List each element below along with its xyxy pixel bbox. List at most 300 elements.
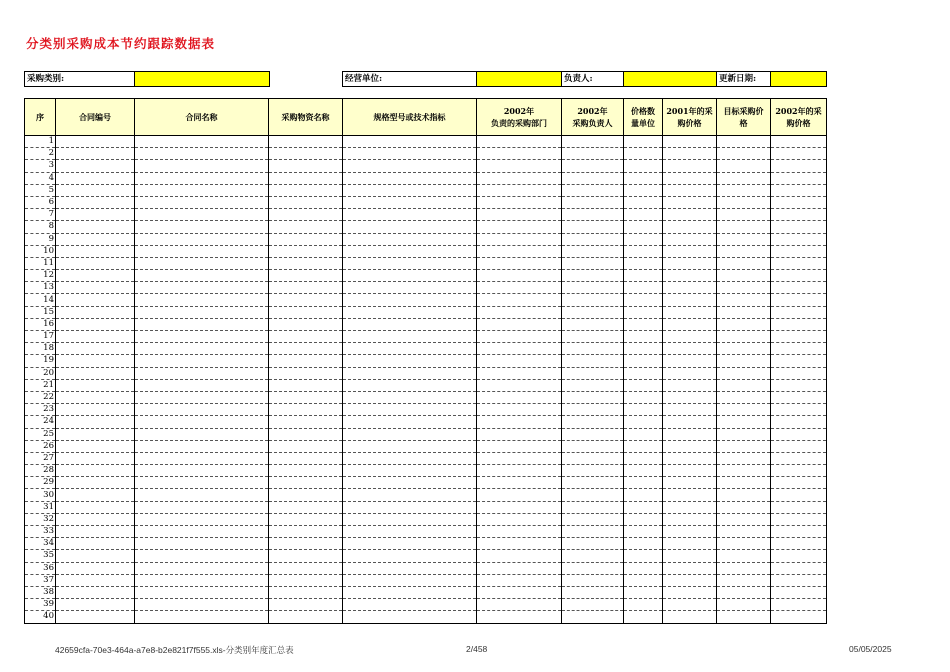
table-cell[interactable] bbox=[56, 331, 135, 343]
table-cell[interactable] bbox=[771, 501, 827, 513]
table-cell[interactable] bbox=[269, 391, 343, 403]
table-cell[interactable] bbox=[343, 465, 477, 477]
table-cell[interactable] bbox=[343, 355, 477, 367]
table-cell[interactable] bbox=[717, 391, 771, 403]
table-cell[interactable] bbox=[562, 428, 624, 440]
table-cell[interactable] bbox=[562, 526, 624, 538]
table-cell[interactable] bbox=[663, 282, 717, 294]
table-cell[interactable] bbox=[477, 562, 562, 574]
table-cell[interactable] bbox=[717, 136, 771, 148]
table-cell[interactable] bbox=[56, 599, 135, 611]
table-cell[interactable] bbox=[663, 574, 717, 586]
table-cell[interactable] bbox=[343, 391, 477, 403]
table-cell[interactable] bbox=[717, 306, 771, 318]
table-cell[interactable] bbox=[663, 160, 717, 172]
table-cell[interactable] bbox=[562, 501, 624, 513]
table-cell[interactable] bbox=[343, 257, 477, 269]
table-cell[interactable] bbox=[717, 513, 771, 525]
table-cell[interactable] bbox=[771, 209, 827, 221]
table-cell[interactable] bbox=[56, 416, 135, 428]
table-cell[interactable] bbox=[135, 306, 269, 318]
table-cell[interactable] bbox=[771, 318, 827, 330]
table-cell[interactable] bbox=[717, 538, 771, 550]
table-cell[interactable] bbox=[717, 416, 771, 428]
table-cell[interactable] bbox=[477, 209, 562, 221]
category-field[interactable] bbox=[134, 71, 270, 87]
table-cell[interactable] bbox=[269, 416, 343, 428]
table-cell[interactable] bbox=[624, 550, 663, 562]
table-cell[interactable] bbox=[135, 196, 269, 208]
table-cell[interactable] bbox=[771, 416, 827, 428]
table-cell[interactable] bbox=[624, 416, 663, 428]
table-cell[interactable] bbox=[56, 318, 135, 330]
table-cell[interactable] bbox=[562, 465, 624, 477]
table-cell[interactable] bbox=[717, 586, 771, 598]
table-cell[interactable] bbox=[771, 367, 827, 379]
table-cell[interactable] bbox=[624, 306, 663, 318]
table-cell[interactable] bbox=[343, 172, 477, 184]
table-cell[interactable] bbox=[477, 233, 562, 245]
table-cell[interactable] bbox=[562, 379, 624, 391]
table-cell[interactable] bbox=[663, 526, 717, 538]
table-cell[interactable] bbox=[771, 196, 827, 208]
table-cell[interactable] bbox=[56, 574, 135, 586]
table-cell[interactable] bbox=[562, 196, 624, 208]
table-cell[interactable] bbox=[771, 611, 827, 623]
table-cell[interactable] bbox=[717, 367, 771, 379]
table-cell[interactable] bbox=[477, 440, 562, 452]
table-cell[interactable] bbox=[717, 574, 771, 586]
table-cell[interactable] bbox=[135, 440, 269, 452]
table-cell[interactable] bbox=[562, 318, 624, 330]
table-cell[interactable] bbox=[562, 355, 624, 367]
table-cell[interactable] bbox=[477, 136, 562, 148]
table-cell[interactable] bbox=[663, 318, 717, 330]
table-cell[interactable] bbox=[663, 440, 717, 452]
table-cell[interactable] bbox=[771, 136, 827, 148]
table-cell[interactable] bbox=[343, 611, 477, 623]
table-cell[interactable] bbox=[477, 538, 562, 550]
table-cell[interactable] bbox=[343, 318, 477, 330]
table-cell[interactable] bbox=[343, 306, 477, 318]
table-cell[interactable] bbox=[663, 270, 717, 282]
table-cell[interactable] bbox=[624, 574, 663, 586]
table-cell[interactable] bbox=[717, 440, 771, 452]
table-cell[interactable] bbox=[624, 184, 663, 196]
table-cell[interactable] bbox=[269, 465, 343, 477]
table-cell[interactable] bbox=[56, 465, 135, 477]
table-cell[interactable] bbox=[135, 136, 269, 148]
table-cell[interactable] bbox=[663, 391, 717, 403]
table-cell[interactable] bbox=[269, 562, 343, 574]
table-cell[interactable] bbox=[562, 586, 624, 598]
table-cell[interactable] bbox=[562, 257, 624, 269]
table-cell[interactable] bbox=[624, 136, 663, 148]
table-cell[interactable] bbox=[624, 331, 663, 343]
table-cell[interactable] bbox=[477, 452, 562, 464]
table-cell[interactable] bbox=[771, 526, 827, 538]
table-cell[interactable] bbox=[663, 184, 717, 196]
table-cell[interactable] bbox=[663, 379, 717, 391]
table-cell[interactable] bbox=[343, 440, 477, 452]
table-cell[interactable] bbox=[663, 294, 717, 306]
table-cell[interactable] bbox=[477, 184, 562, 196]
table-cell[interactable] bbox=[56, 379, 135, 391]
table-cell[interactable] bbox=[771, 562, 827, 574]
table-cell[interactable] bbox=[771, 586, 827, 598]
table-cell[interactable] bbox=[269, 221, 343, 233]
table-cell[interactable] bbox=[771, 599, 827, 611]
table-cell[interactable] bbox=[135, 148, 269, 160]
table-cell[interactable] bbox=[771, 221, 827, 233]
date-field[interactable] bbox=[770, 71, 827, 87]
table-cell[interactable] bbox=[624, 452, 663, 464]
table-cell[interactable] bbox=[717, 343, 771, 355]
table-cell[interactable] bbox=[663, 172, 717, 184]
table-cell[interactable] bbox=[663, 477, 717, 489]
table-cell[interactable] bbox=[343, 416, 477, 428]
table-cell[interactable] bbox=[562, 440, 624, 452]
table-cell[interactable] bbox=[269, 452, 343, 464]
table-cell[interactable] bbox=[269, 526, 343, 538]
unit-field[interactable] bbox=[476, 71, 562, 87]
table-cell[interactable] bbox=[269, 257, 343, 269]
table-cell[interactable] bbox=[269, 160, 343, 172]
table-cell[interactable] bbox=[771, 355, 827, 367]
table-cell[interactable] bbox=[343, 489, 477, 501]
table-cell[interactable] bbox=[56, 355, 135, 367]
table-cell[interactable] bbox=[771, 513, 827, 525]
table-cell[interactable] bbox=[56, 172, 135, 184]
table-cell[interactable] bbox=[269, 331, 343, 343]
table-cell[interactable] bbox=[56, 404, 135, 416]
table-cell[interactable] bbox=[477, 550, 562, 562]
table-cell[interactable] bbox=[771, 477, 827, 489]
table-cell[interactable] bbox=[663, 489, 717, 501]
table-cell[interactable] bbox=[269, 611, 343, 623]
table-cell[interactable] bbox=[269, 599, 343, 611]
table-cell[interactable] bbox=[135, 331, 269, 343]
table-cell[interactable] bbox=[717, 428, 771, 440]
table-cell[interactable] bbox=[477, 404, 562, 416]
table-cell[interactable] bbox=[56, 452, 135, 464]
table-cell[interactable] bbox=[717, 599, 771, 611]
table-cell[interactable] bbox=[562, 404, 624, 416]
table-cell[interactable] bbox=[343, 184, 477, 196]
table-cell[interactable] bbox=[269, 379, 343, 391]
table-cell[interactable] bbox=[269, 550, 343, 562]
table-cell[interactable] bbox=[717, 172, 771, 184]
table-cell[interactable] bbox=[477, 477, 562, 489]
table-cell[interactable] bbox=[771, 489, 827, 501]
table-cell[interactable] bbox=[56, 233, 135, 245]
table-cell[interactable] bbox=[663, 221, 717, 233]
table-cell[interactable] bbox=[624, 318, 663, 330]
table-cell[interactable] bbox=[717, 148, 771, 160]
table-cell[interactable] bbox=[477, 257, 562, 269]
table-cell[interactable] bbox=[562, 477, 624, 489]
table-cell[interactable] bbox=[343, 233, 477, 245]
table-cell[interactable] bbox=[663, 148, 717, 160]
table-cell[interactable] bbox=[343, 343, 477, 355]
table-cell[interactable] bbox=[562, 513, 624, 525]
table-cell[interactable] bbox=[717, 221, 771, 233]
table-cell[interactable] bbox=[477, 160, 562, 172]
table-cell[interactable] bbox=[269, 440, 343, 452]
table-cell[interactable] bbox=[477, 586, 562, 598]
table-cell[interactable] bbox=[56, 586, 135, 598]
table-cell[interactable] bbox=[663, 233, 717, 245]
table-cell[interactable] bbox=[135, 611, 269, 623]
table-cell[interactable] bbox=[135, 294, 269, 306]
table-cell[interactable] bbox=[269, 343, 343, 355]
table-cell[interactable] bbox=[771, 440, 827, 452]
table-cell[interactable] bbox=[343, 550, 477, 562]
table-cell[interactable] bbox=[717, 526, 771, 538]
table-cell[interactable] bbox=[562, 282, 624, 294]
table-cell[interactable] bbox=[343, 562, 477, 574]
table-cell[interactable] bbox=[56, 306, 135, 318]
table-cell[interactable] bbox=[477, 611, 562, 623]
table-cell[interactable] bbox=[477, 294, 562, 306]
table-cell[interactable] bbox=[663, 550, 717, 562]
table-cell[interactable] bbox=[562, 562, 624, 574]
table-cell[interactable] bbox=[56, 367, 135, 379]
table-cell[interactable] bbox=[477, 221, 562, 233]
table-cell[interactable] bbox=[663, 538, 717, 550]
table-cell[interactable] bbox=[135, 574, 269, 586]
table-cell[interactable] bbox=[562, 611, 624, 623]
table-cell[interactable] bbox=[269, 294, 343, 306]
table-cell[interactable] bbox=[562, 294, 624, 306]
table-cell[interactable] bbox=[477, 343, 562, 355]
table-cell[interactable] bbox=[562, 452, 624, 464]
table-cell[interactable] bbox=[717, 379, 771, 391]
table-cell[interactable] bbox=[562, 343, 624, 355]
table-cell[interactable] bbox=[269, 513, 343, 525]
table-cell[interactable] bbox=[624, 257, 663, 269]
table-cell[interactable] bbox=[56, 501, 135, 513]
table-cell[interactable] bbox=[717, 404, 771, 416]
table-cell[interactable] bbox=[562, 184, 624, 196]
table-cell[interactable] bbox=[343, 513, 477, 525]
table-cell[interactable] bbox=[717, 562, 771, 574]
table-cell[interactable] bbox=[624, 440, 663, 452]
table-cell[interactable] bbox=[56, 294, 135, 306]
table-cell[interactable] bbox=[56, 270, 135, 282]
table-cell[interactable] bbox=[135, 270, 269, 282]
table-cell[interactable] bbox=[135, 501, 269, 513]
table-cell[interactable] bbox=[624, 233, 663, 245]
table-cell[interactable] bbox=[343, 428, 477, 440]
table-cell[interactable] bbox=[56, 489, 135, 501]
table-cell[interactable] bbox=[663, 136, 717, 148]
table-cell[interactable] bbox=[269, 148, 343, 160]
table-cell[interactable] bbox=[771, 294, 827, 306]
table-cell[interactable] bbox=[717, 233, 771, 245]
table-cell[interactable] bbox=[135, 160, 269, 172]
table-cell[interactable] bbox=[663, 562, 717, 574]
table-cell[interactable] bbox=[269, 306, 343, 318]
table-cell[interactable] bbox=[135, 172, 269, 184]
table-cell[interactable] bbox=[663, 331, 717, 343]
table-cell[interactable] bbox=[477, 391, 562, 403]
table-cell[interactable] bbox=[343, 477, 477, 489]
table-cell[interactable] bbox=[717, 257, 771, 269]
table-cell[interactable] bbox=[562, 550, 624, 562]
table-cell[interactable] bbox=[624, 355, 663, 367]
table-cell[interactable] bbox=[624, 501, 663, 513]
table-cell[interactable] bbox=[477, 282, 562, 294]
table-cell[interactable] bbox=[771, 257, 827, 269]
table-cell[interactable] bbox=[343, 245, 477, 257]
table-cell[interactable] bbox=[343, 270, 477, 282]
table-cell[interactable] bbox=[343, 379, 477, 391]
table-cell[interactable] bbox=[771, 428, 827, 440]
table-cell[interactable] bbox=[477, 331, 562, 343]
table-cell[interactable] bbox=[663, 355, 717, 367]
table-cell[interactable] bbox=[771, 270, 827, 282]
table-cell[interactable] bbox=[624, 404, 663, 416]
table-cell[interactable] bbox=[135, 184, 269, 196]
table-cell[interactable] bbox=[343, 599, 477, 611]
table-cell[interactable] bbox=[269, 233, 343, 245]
table-cell[interactable] bbox=[663, 416, 717, 428]
table-cell[interactable] bbox=[135, 404, 269, 416]
table-cell[interactable] bbox=[624, 160, 663, 172]
table-cell[interactable] bbox=[624, 538, 663, 550]
table-cell[interactable] bbox=[269, 574, 343, 586]
table-cell[interactable] bbox=[135, 477, 269, 489]
table-cell[interactable] bbox=[56, 160, 135, 172]
table-cell[interactable] bbox=[771, 245, 827, 257]
table-cell[interactable] bbox=[717, 294, 771, 306]
table-cell[interactable] bbox=[663, 599, 717, 611]
table-cell[interactable] bbox=[135, 221, 269, 233]
table-cell[interactable] bbox=[562, 172, 624, 184]
table-cell[interactable] bbox=[717, 550, 771, 562]
table-cell[interactable] bbox=[624, 526, 663, 538]
table-cell[interactable] bbox=[624, 428, 663, 440]
table-cell[interactable] bbox=[771, 172, 827, 184]
table-cell[interactable] bbox=[562, 160, 624, 172]
table-cell[interactable] bbox=[624, 391, 663, 403]
table-cell[interactable] bbox=[477, 599, 562, 611]
table-cell[interactable] bbox=[771, 148, 827, 160]
table-cell[interactable] bbox=[269, 136, 343, 148]
table-cell[interactable] bbox=[624, 489, 663, 501]
table-cell[interactable] bbox=[269, 209, 343, 221]
table-cell[interactable] bbox=[56, 562, 135, 574]
table-cell[interactable] bbox=[663, 343, 717, 355]
table-cell[interactable] bbox=[343, 209, 477, 221]
table-cell[interactable] bbox=[771, 465, 827, 477]
table-cell[interactable] bbox=[477, 416, 562, 428]
table-cell[interactable] bbox=[562, 489, 624, 501]
table-cell[interactable] bbox=[477, 355, 562, 367]
table-cell[interactable] bbox=[135, 379, 269, 391]
table-cell[interactable] bbox=[717, 331, 771, 343]
table-cell[interactable] bbox=[717, 477, 771, 489]
table-cell[interactable] bbox=[624, 513, 663, 525]
table-cell[interactable] bbox=[135, 391, 269, 403]
table-cell[interactable] bbox=[135, 452, 269, 464]
table-cell[interactable] bbox=[562, 209, 624, 221]
table-cell[interactable] bbox=[477, 428, 562, 440]
table-cell[interactable] bbox=[477, 367, 562, 379]
table-cell[interactable] bbox=[56, 513, 135, 525]
table-cell[interactable] bbox=[771, 538, 827, 550]
table-cell[interactable] bbox=[477, 526, 562, 538]
table-cell[interactable] bbox=[343, 526, 477, 538]
table-cell[interactable] bbox=[343, 501, 477, 513]
table-cell[interactable] bbox=[135, 550, 269, 562]
table-cell[interactable] bbox=[717, 611, 771, 623]
table-cell[interactable] bbox=[135, 245, 269, 257]
table-cell[interactable] bbox=[135, 209, 269, 221]
table-cell[interactable] bbox=[135, 282, 269, 294]
table-cell[interactable] bbox=[717, 160, 771, 172]
table-cell[interactable] bbox=[477, 270, 562, 282]
table-cell[interactable] bbox=[135, 526, 269, 538]
table-cell[interactable] bbox=[624, 148, 663, 160]
table-cell[interactable] bbox=[771, 331, 827, 343]
table-cell[interactable] bbox=[343, 160, 477, 172]
table-cell[interactable] bbox=[343, 136, 477, 148]
table-cell[interactable] bbox=[135, 257, 269, 269]
table-cell[interactable] bbox=[771, 160, 827, 172]
table-cell[interactable] bbox=[624, 282, 663, 294]
table-cell[interactable] bbox=[56, 221, 135, 233]
table-cell[interactable] bbox=[771, 184, 827, 196]
table-cell[interactable] bbox=[663, 513, 717, 525]
table-cell[interactable] bbox=[717, 355, 771, 367]
table-cell[interactable] bbox=[56, 440, 135, 452]
table-cell[interactable] bbox=[343, 586, 477, 598]
table-cell[interactable] bbox=[135, 428, 269, 440]
table-cell[interactable] bbox=[269, 270, 343, 282]
table-cell[interactable] bbox=[663, 196, 717, 208]
table-cell[interactable] bbox=[477, 379, 562, 391]
table-cell[interactable] bbox=[717, 501, 771, 513]
table-cell[interactable] bbox=[135, 562, 269, 574]
table-cell[interactable] bbox=[562, 391, 624, 403]
table-cell[interactable] bbox=[562, 245, 624, 257]
table-cell[interactable] bbox=[717, 318, 771, 330]
table-cell[interactable] bbox=[477, 172, 562, 184]
table-cell[interactable] bbox=[343, 282, 477, 294]
table-cell[interactable] bbox=[624, 196, 663, 208]
table-cell[interactable] bbox=[56, 343, 135, 355]
table-cell[interactable] bbox=[477, 306, 562, 318]
table-cell[interactable] bbox=[269, 184, 343, 196]
table-cell[interactable] bbox=[624, 367, 663, 379]
table-cell[interactable] bbox=[269, 355, 343, 367]
table-cell[interactable] bbox=[135, 416, 269, 428]
table-cell[interactable] bbox=[135, 538, 269, 550]
table-cell[interactable] bbox=[56, 148, 135, 160]
table-cell[interactable] bbox=[56, 428, 135, 440]
table-cell[interactable] bbox=[624, 209, 663, 221]
table-cell[interactable] bbox=[663, 306, 717, 318]
table-cell[interactable] bbox=[717, 245, 771, 257]
table-cell[interactable] bbox=[562, 538, 624, 550]
table-cell[interactable] bbox=[624, 562, 663, 574]
table-cell[interactable] bbox=[717, 184, 771, 196]
table-cell[interactable] bbox=[771, 233, 827, 245]
table-cell[interactable] bbox=[269, 282, 343, 294]
table-cell[interactable] bbox=[135, 318, 269, 330]
